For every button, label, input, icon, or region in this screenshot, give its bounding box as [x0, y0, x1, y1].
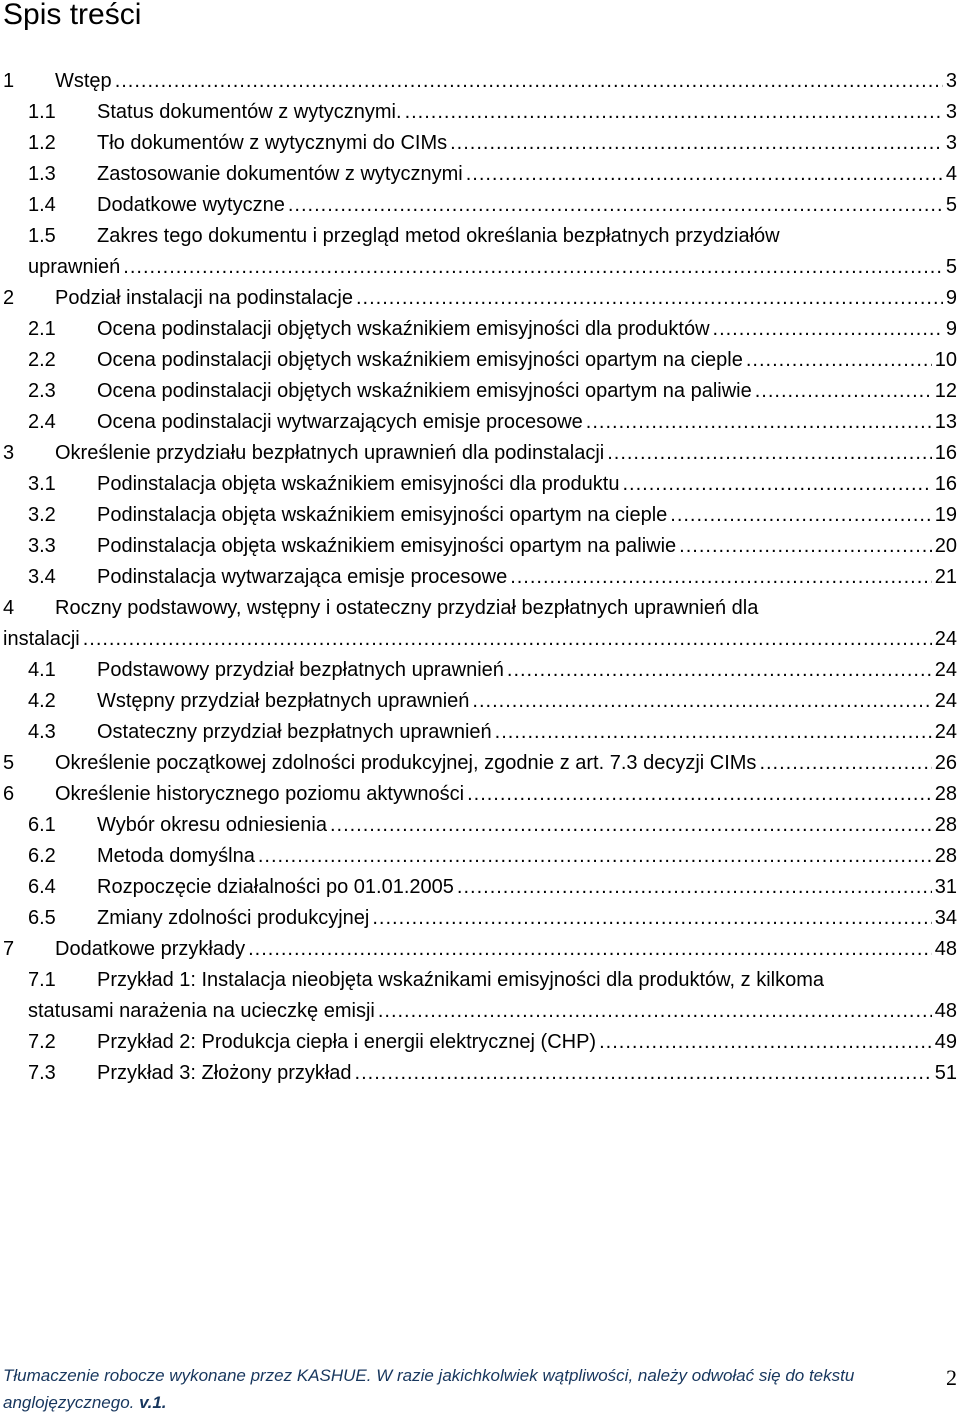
toc-entry-number: 2.4 [28, 411, 56, 433]
toc-entry-number: 2 [3, 287, 15, 309]
toc-entry-page: 12 [934, 380, 957, 402]
toc-entry-page: 24 [934, 721, 957, 743]
toc-entry-title: Podinstalacja objęta wskaźnikiem emisyjności opartym na cieple [97, 504, 668, 526]
dot-leader [495, 717, 932, 748]
toc-entry[interactable] [0, 841, 960, 872]
toc-entry[interactable] [0, 66, 960, 97]
toc-title: Spis treści [3, 0, 142, 31]
toc-entry[interactable] [0, 686, 960, 717]
toc-entry-page: 3 [945, 132, 957, 154]
toc-entry[interactable] [0, 190, 960, 221]
toc-entry-page: 3 [945, 101, 957, 123]
toc-entry[interactable] [0, 128, 960, 159]
toc-entry-title: Podinstalacja objęta wskaźnikiem emisyjności dla produktu [97, 473, 620, 495]
toc-entry[interactable] [0, 376, 960, 407]
toc-entry-number: 1.5 [28, 225, 56, 247]
toc-entry-title: Podinstalacja objęta wskaźnikiem emisyjności opartym na paliwie [97, 535, 677, 557]
toc-entry-page: 16 [934, 442, 957, 464]
footer-note [3, 1362, 933, 1416]
toc-entry-number: 4.3 [28, 721, 56, 743]
toc-entry-page: 9 [945, 287, 957, 309]
toc-entry-title: Ocena podinstalacji objętych wskaźnikiem emisyjności opartym na cieple [97, 349, 743, 371]
toc-entry-title: Określenie początkowej zdolności produkcyjnej, zgodnie z art. 7.3 decyzji CIMs [55, 752, 757, 774]
toc-entry-page: 5 [945, 256, 957, 278]
toc-entry-number: 6 [3, 783, 15, 805]
toc-entry-page: 10 [934, 349, 957, 371]
toc-entry-page: 28 [934, 814, 957, 836]
toc-entry[interactable] [0, 655, 960, 686]
toc-entry-title: Zastosowanie dokumentów z wytycznymi [97, 163, 463, 185]
dot-leader [759, 748, 931, 779]
dot-leader [457, 872, 932, 903]
toc-entry-page: 26 [934, 752, 957, 774]
table-of-contents [0, 66, 960, 1089]
toc-entry-number: 1.1 [28, 101, 56, 123]
toc-entry-page: 51 [934, 1062, 957, 1084]
toc-entry[interactable] [0, 872, 960, 903]
toc-entry-title: Dodatkowe wytyczne [97, 194, 285, 216]
toc-entry-number: 4.1 [28, 659, 56, 681]
dot-leader [607, 438, 932, 469]
toc-entry-title: Podinstalacja wytwarzająca emisje procesowe [97, 566, 508, 588]
dot-leader [622, 469, 931, 500]
toc-entry-title: Roczny podstawowy, wstępny i ostateczny przydział bezpłatnych uprawnień dla [55, 597, 759, 619]
toc-entry-number: 2.1 [28, 318, 56, 340]
dot-leader [466, 159, 943, 190]
dot-leader [507, 655, 932, 686]
toc-entry[interactable] [0, 345, 960, 376]
toc-entry[interactable] [0, 934, 960, 965]
toc-entry-title: Rozpoczęcie działalności po 01.01.2005 [97, 876, 454, 898]
toc-entry-number: 4.2 [28, 690, 56, 712]
toc-entry-title-continued: statusami narażenia na ucieczkę emisji [28, 1000, 375, 1022]
toc-entry-number: 5 [3, 752, 15, 774]
toc-entry-page: 5 [945, 194, 957, 216]
toc-entry[interactable] [0, 903, 960, 934]
toc-entry-number: 2.2 [28, 349, 56, 371]
dot-leader [679, 531, 932, 562]
toc-entry-title: Przykład 1: Instalacja nieobjęta wskaźnikami emisyjności dla produktów, z kilkoma [97, 969, 824, 991]
toc-entry-page: 28 [934, 845, 957, 867]
toc-entry[interactable] [0, 810, 960, 841]
toc-entry-title: Podział instalacji na podinstalacje [55, 287, 353, 309]
toc-entry[interactable] [0, 221, 960, 283]
footer-version: v.1. [139, 1393, 167, 1412]
toc-entry-page: 9 [945, 318, 957, 340]
dot-leader [330, 810, 932, 841]
toc-entry-title: Tło dokumentów z wytycznymi do CIMs [97, 132, 448, 154]
dot-leader [586, 407, 932, 438]
toc-entry-page: 21 [934, 566, 957, 588]
toc-entry-page: 31 [934, 876, 957, 898]
toc-entry-title: Określenie historycznego poziomu aktywności [55, 783, 465, 805]
toc-entry[interactable] [0, 779, 960, 810]
dot-leader [670, 500, 931, 531]
toc-entry-title: Ocena podinstalacji objętych wskaźnikiem emisyjności dla produktów [97, 318, 710, 340]
toc-entry-title: Podstawowy przydział bezpłatnych uprawnień [97, 659, 504, 681]
dot-leader [123, 252, 943, 283]
dot-leader [355, 1058, 932, 1089]
toc-entry-page: 16 [934, 473, 957, 495]
toc-entry[interactable] [0, 159, 960, 190]
toc-entry-number: 7.2 [28, 1031, 56, 1053]
toc-entry-number: 2.3 [28, 380, 56, 402]
dot-leader [713, 314, 943, 345]
toc-entry[interactable] [0, 407, 960, 438]
toc-entry-title: Ocena podinstalacji wytwarzających emisje procesowe [97, 411, 583, 433]
toc-entry-page: 48 [934, 1000, 957, 1022]
dot-leader [115, 66, 943, 97]
toc-entry-number: 6.4 [28, 876, 56, 898]
toc-entry-title-continued: uprawnień [28, 256, 121, 278]
dot-leader [258, 841, 932, 872]
toc-entry[interactable] [0, 438, 960, 469]
toc-entry-number: 4 [3, 597, 15, 619]
dot-leader [378, 996, 932, 1027]
toc-entry-title: Wstęp [55, 70, 112, 92]
toc-entry[interactable] [0, 748, 960, 779]
toc-entry-number: 7.1 [28, 969, 56, 991]
toc-entry-title: Wstępny przydział bezpłatnych uprawnień [97, 690, 470, 712]
toc-entry[interactable] [0, 1027, 960, 1058]
toc-entry-number: 6.2 [28, 845, 56, 867]
dot-leader [599, 1027, 932, 1058]
toc-entry-page: 3 [945, 70, 957, 92]
toc-entry-page: 19 [934, 504, 957, 526]
toc-entry-title: Przykład 2: Produkcja ciepła i energii elektrycznej (CHP) [97, 1031, 597, 1053]
footer-note-text: Tłumaczenie robocze wykonane przez KASHUE. W razie jakichkolwiek wątpliwości, należy odwołać się do tekstu anglojęzycznego. [3, 1366, 855, 1412]
toc-entry[interactable] [0, 469, 960, 500]
toc-entry-page: 48 [934, 938, 957, 960]
toc-entry-title: Przykład 3: Złożony przykład [97, 1062, 352, 1084]
dot-leader [248, 934, 932, 965]
toc-entry-title: Ostateczny przydział bezpłatnych uprawnień [97, 721, 492, 743]
toc-entry-title: Zakres tego dokumentu i przegląd metod określania bezpłatnych przydziałów [97, 225, 780, 247]
toc-entry-title: Zmiany zdolności produkcyjnej [97, 907, 370, 929]
toc-entry-page: 49 [934, 1031, 957, 1053]
toc-entry-number: 3.2 [28, 504, 56, 526]
dot-leader [83, 624, 932, 655]
dot-leader [288, 190, 943, 221]
toc-entry-title: Dodatkowe przykłady [55, 938, 246, 960]
toc-entry-page: 34 [934, 907, 957, 929]
toc-entry-title: Wybór okresu odniesienia [97, 814, 327, 836]
dot-leader [356, 283, 943, 314]
dot-leader [510, 562, 932, 593]
toc-entry-title: Określenie przydziału bezpłatnych uprawnień dla podinstalacji [55, 442, 605, 464]
toc-entry-page: 4 [945, 163, 957, 185]
toc-entry-number: 6.1 [28, 814, 56, 836]
toc-entry[interactable] [0, 283, 960, 314]
toc-entry-number: 3.4 [28, 566, 56, 588]
toc-entry-title: Ocena podinstalacji objętych wskaźnikiem emisyjności opartym na paliwie [97, 380, 752, 402]
toc-entry-title: Metoda domyślna [97, 845, 255, 867]
toc-entry-page: 20 [934, 535, 957, 557]
toc-entry[interactable] [0, 531, 960, 562]
toc-entry[interactable] [0, 1058, 960, 1089]
toc-entry-number: 1.2 [28, 132, 56, 154]
toc-entry-number: 3 [3, 442, 15, 464]
toc-entry[interactable] [0, 97, 960, 128]
toc-entry-page: 13 [934, 411, 957, 433]
dot-leader [755, 376, 932, 407]
toc-entry[interactable] [0, 965, 960, 1027]
toc-entry-number: 7.3 [28, 1062, 56, 1084]
toc-entry[interactable] [0, 314, 960, 345]
toc-entry-page: 24 [934, 690, 957, 712]
dot-leader [372, 903, 931, 934]
toc-entry-number: 3.1 [28, 473, 56, 495]
dot-leader [467, 779, 932, 810]
toc-entry-page: 24 [934, 659, 957, 681]
toc-entry[interactable] [0, 593, 960, 655]
toc-entry[interactable] [0, 717, 960, 748]
dot-leader [746, 345, 932, 376]
dot-leader [472, 686, 931, 717]
toc-entry-number: 3.3 [28, 535, 56, 557]
dot-leader [450, 128, 943, 159]
toc-entry-page: 24 [934, 628, 957, 650]
toc-entry-number: 1 [3, 70, 15, 92]
toc-entry-number: 1.3 [28, 163, 56, 185]
toc-entry-title: Status dokumentów z wytycznymi. [97, 101, 402, 123]
toc-entry[interactable] [0, 562, 960, 593]
dot-leader [405, 97, 943, 128]
page-number: 2 [946, 1365, 957, 1390]
toc-entry-number: 6.5 [28, 907, 56, 929]
toc-entry-number: 1.4 [28, 194, 56, 216]
toc-entry[interactable] [0, 500, 960, 531]
toc-entry-page: 28 [934, 783, 957, 805]
toc-entry-number: 7 [3, 938, 15, 960]
toc-entry-title-continued: instalacji [3, 628, 80, 650]
